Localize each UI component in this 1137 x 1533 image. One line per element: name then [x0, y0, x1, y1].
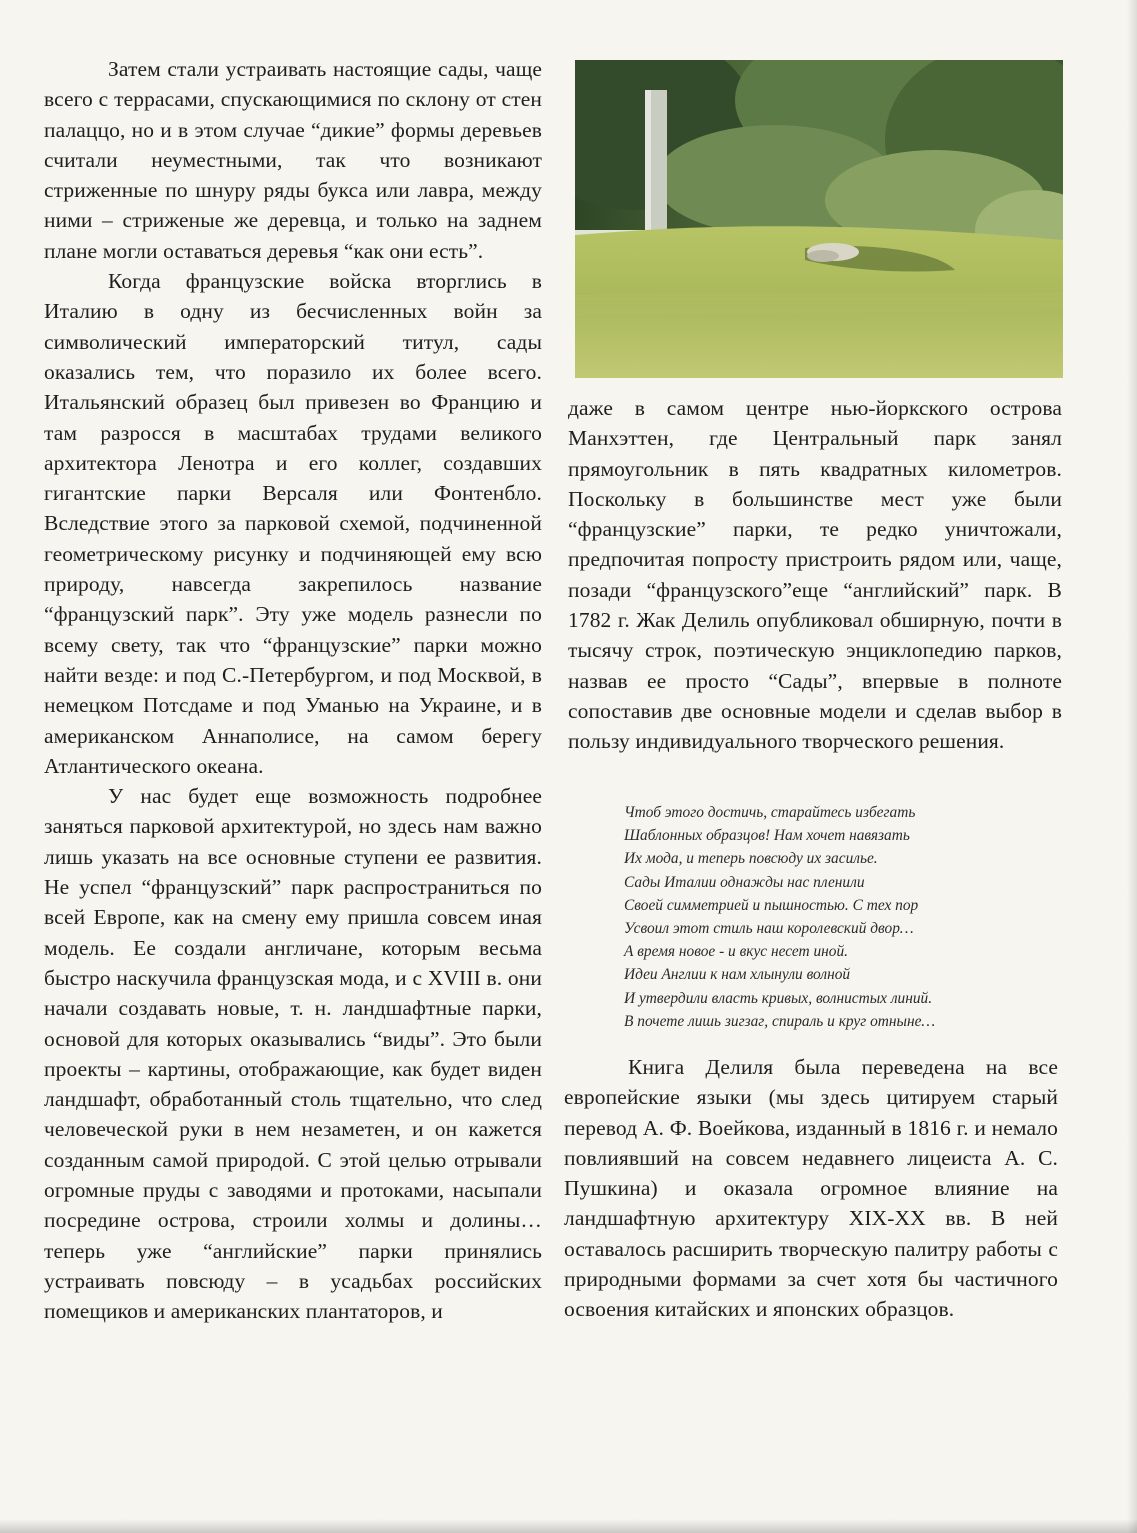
paragraph-delille-book: Книга Делиля была переведена на все европейские языки (мы здесь цитируем старый перевод А. Ф. Воейкова, изданный в 1816 г. и немало повлиявший на совсем недавнего лицеиста А. С. Пушкина) и оказала огромное влияние на ландшафтную архитектуру XIX-XX вв. В ней оставалось расширить творческую палитру работы с природными формами за счет хотя бы частичного освоения китайских и японских образцов.: [564, 1055, 1058, 1322]
paragraph-gardens-terraces: Затем стали устраивать настоящие сады, чаще всего с террасами, спускающимися по склону от стен палаццо, но и в этом случае “дикие” формы деревьев считали неуместными, так что возникают стриженные по шнуру ряды букса или лавра, между ними – стриженые же деревца, и только на заднем плане могли оставаться деревья “как они есть”.: [44, 57, 542, 263]
poem-line: Своей симметрией и пышностью. С тех пор: [624, 896, 919, 914]
scan-edge-shadow: [1127, 0, 1137, 1533]
poem-line: Шаблонных образцов! Нам хочет навязать: [624, 827, 910, 845]
paragraph-french-park: Когда французские войска вторглись в Италию в одну из бесчисленных войн за символический императорский титул, сады оказались тем, что поразило их более всего. Итальянский образец был привезен во Францию и там разросся в масштабах трудами великого архитектора Ленотра и его коллег, создавших гигантские парки Версаля или Фонтенбло. Вследствие этого за парковой схемой, подчиненной геометрическому рисунку и подчиняющей ему всю природу, навсегда закрепилось название “французский парк”. Эту уже модель разнесли по всему свету, так что “французские” парки можно найти везде: и под С.-Петербургом, и под Москвой, в немецком Потсдаме и под Уманью на Украине, и в американском Аннаполисе, на самом берегу Атлантического океана.: [44, 269, 542, 778]
park-photo: [575, 60, 1063, 378]
paragraph-manhattan: даже в самом центре нью-йоркского острова Манхэттен, где Центральный парк занял прямоугольник в пять квадратных километров. Поскольку в большинстве мест уже были “французские” парки, те редко уничтожали, предпочитая попросту пристроить рядом или, чаще, позади “французского”еще “английский” парк. В 1782 г. Жак Делиль опубликовал обширную, почти в тысячу строк, поэтическую энциклопедию парков, назвав ее просто “Сады”, впервые в полноте сопоставив две основные модели и сделав выбор в пользу индивидуального творческого решения.: [568, 396, 1062, 754]
right-column-continuation: [568, 393, 1062, 757]
right-column-closing: [564, 1052, 1058, 1325]
paragraph-english-park: У нас будет еще возможность подробнее заняться парковой архитектурой, но здесь нам важно лишь указать на все основные ступени ее развития. Не успел “французский” парк распространиться по всей Европе, как на смену ему пришла совсем иная модель. Ее создали англичане, которым весьма быстро наскучила французская мода, и с XVIII в. они начали создавать новые, т. н. ландшафтные парки, основой для которых оказывались “виды”. Это были проекты – картины, отображающие, как будет виден ландшафт, обработанный столь тщательно, что след человеческой руки в нем незаметен, и он кажется созданным самой природой. С этой целью отрывали огромные пруды с заводями и протоками, насыпали посредине острова, строили холмы и долины… теперь уже “английские” парки принялись устраивать повсюду – в усадьбах российских помещиков и американских плантаторов, и: [44, 784, 542, 1324]
poem-line: И утвердили власть кривых, волнистых линий.: [624, 989, 933, 1007]
poem-line: Чтоб этого достичь, старайтесь избегать: [624, 804, 916, 821]
poem-line: А время новое - и вкус несет иной.: [624, 943, 849, 961]
poem-quote: [624, 801, 1064, 1033]
left-column: [44, 54, 542, 1326]
scan-bottom-shadow: [0, 1519, 1137, 1533]
poem-line: Идеи Англии к нам хлынули волной: [624, 966, 851, 984]
poem-line: Их мода, и теперь повсюду их засилье.: [624, 850, 878, 868]
poem-line: В почете лишь зигзаг, спираль и круг отныне…: [624, 1012, 936, 1030]
poem-line: Усвоил этот стиль наш королевский двор…: [624, 920, 914, 938]
park-lawn-photo-icon: [575, 60, 1063, 378]
poem-line: Сады Италии однажды нас пленили: [624, 873, 865, 891]
